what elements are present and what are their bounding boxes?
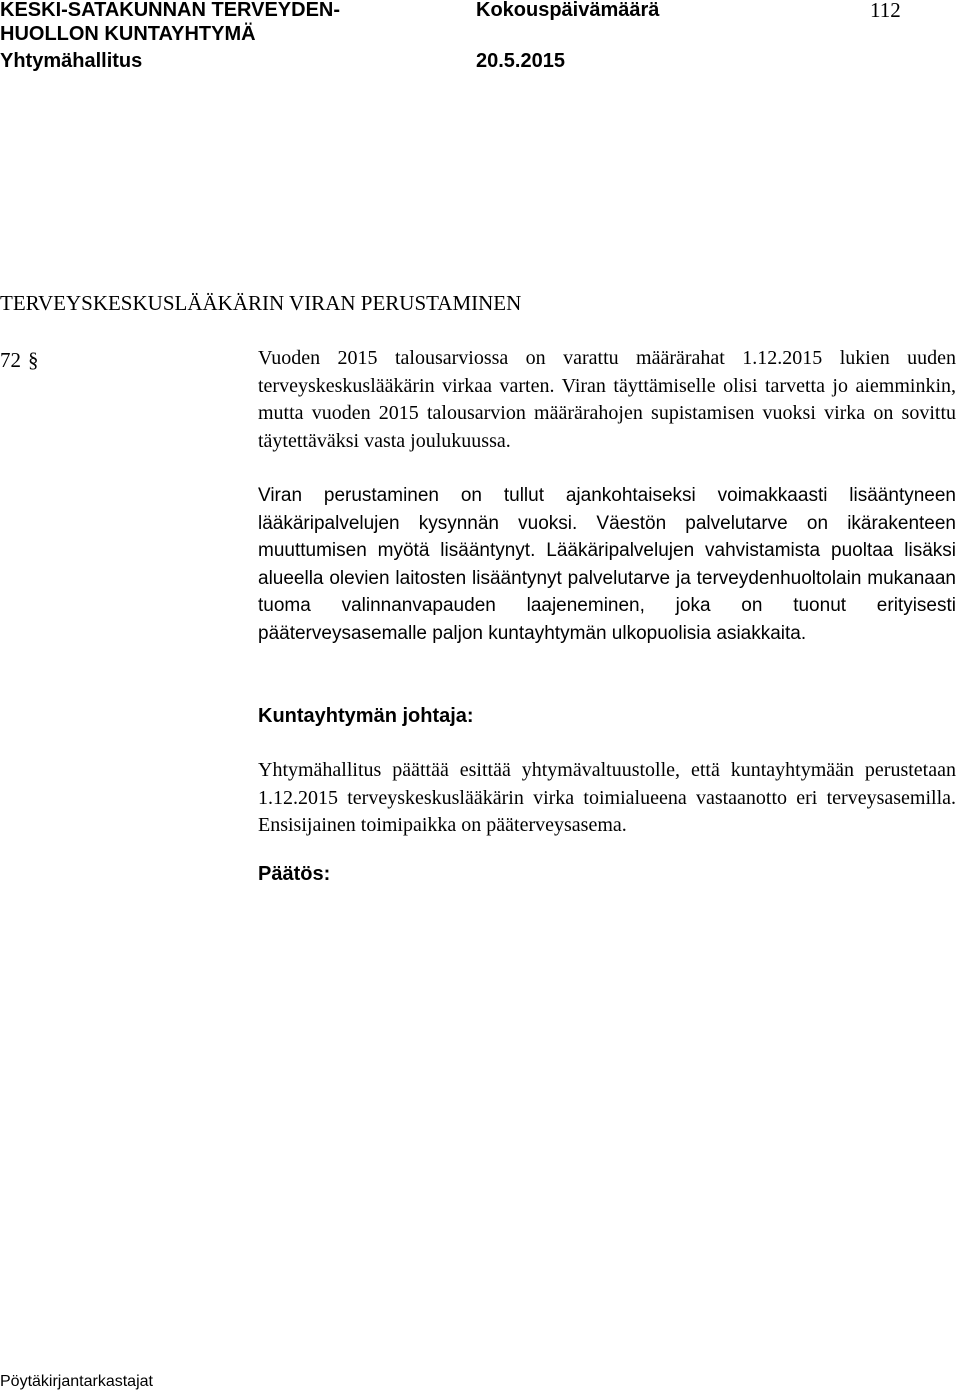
governing-body-name: Yhtymähallitus: [0, 50, 143, 72]
meeting-date-label: Kokouspäivämäärä: [476, 0, 660, 21]
page-number: 112: [870, 0, 901, 22]
section-title: TERVEYSKESKUSLÄÄKÄRIN VIRAN PERUSTAMINEN: [0, 291, 522, 315]
organization-name-line2: HUOLLON KUNTAYHTYMÄ: [0, 23, 256, 45]
section-sign-icon: §: [28, 348, 39, 372]
background-paragraph: Vuoden 2015 talousarviossa on varattu määrärahat 1.12.2015 lukien uuden terveyskeskuslääkärin virkaa varten. Viran täyttämiselle olisi tarvetta jo aiemminkin, mutta vuoden 2015 talousarvion määrärahojen supistamisen vuoksi virka on sovittu täytettäväksi vasta joulukuussa.: [258, 347, 956, 452]
decision-heading: Päätös:: [258, 863, 331, 885]
justification-paragraph: Viran perustaminen on tullut ajankohtaiseksi voimakkaasti lisääntyneen lääkäripalvelujen kysynnän vuoksi. Väestön palvelutarve on ikärakenteen muuttumisen myötä lisääntynyt. Lääkäripalvelujen vahvistamista puoltaa lisäksi alueella olevien laitosten lisääntynyt palvelutarve ja terveydenhuoltolain mukanaan tuoma valinnanvapauden laajeneminen, joka on tuonut erityisesti pääterveysasemalle paljon kuntayhtymän ulkopuolisia asiakkaita.: [258, 485, 956, 644]
item-number: 72: [0, 348, 21, 372]
minutes-reviewers-label: Pöytäkirjantarkastajat: [0, 1373, 153, 1390]
meeting-date-value: 20.5.2015: [476, 50, 565, 72]
proposal-paragraph: Yhtymähallitus päättää esittää yhtymävaltuustolle, että kuntayhtymään perustetaan 1.12.2015 terveyskeskuslääkärin virka toimialueena vastaanotto eri terveysasemilla. Ensisijainen toimipaikka on pääterveysasema.: [258, 759, 956, 837]
organization-name-line1: KESKI-SATAKUNNAN TERVEYDEN-: [0, 0, 341, 21]
proposal-heading: Kuntayhtymän johtaja:: [258, 705, 474, 727]
